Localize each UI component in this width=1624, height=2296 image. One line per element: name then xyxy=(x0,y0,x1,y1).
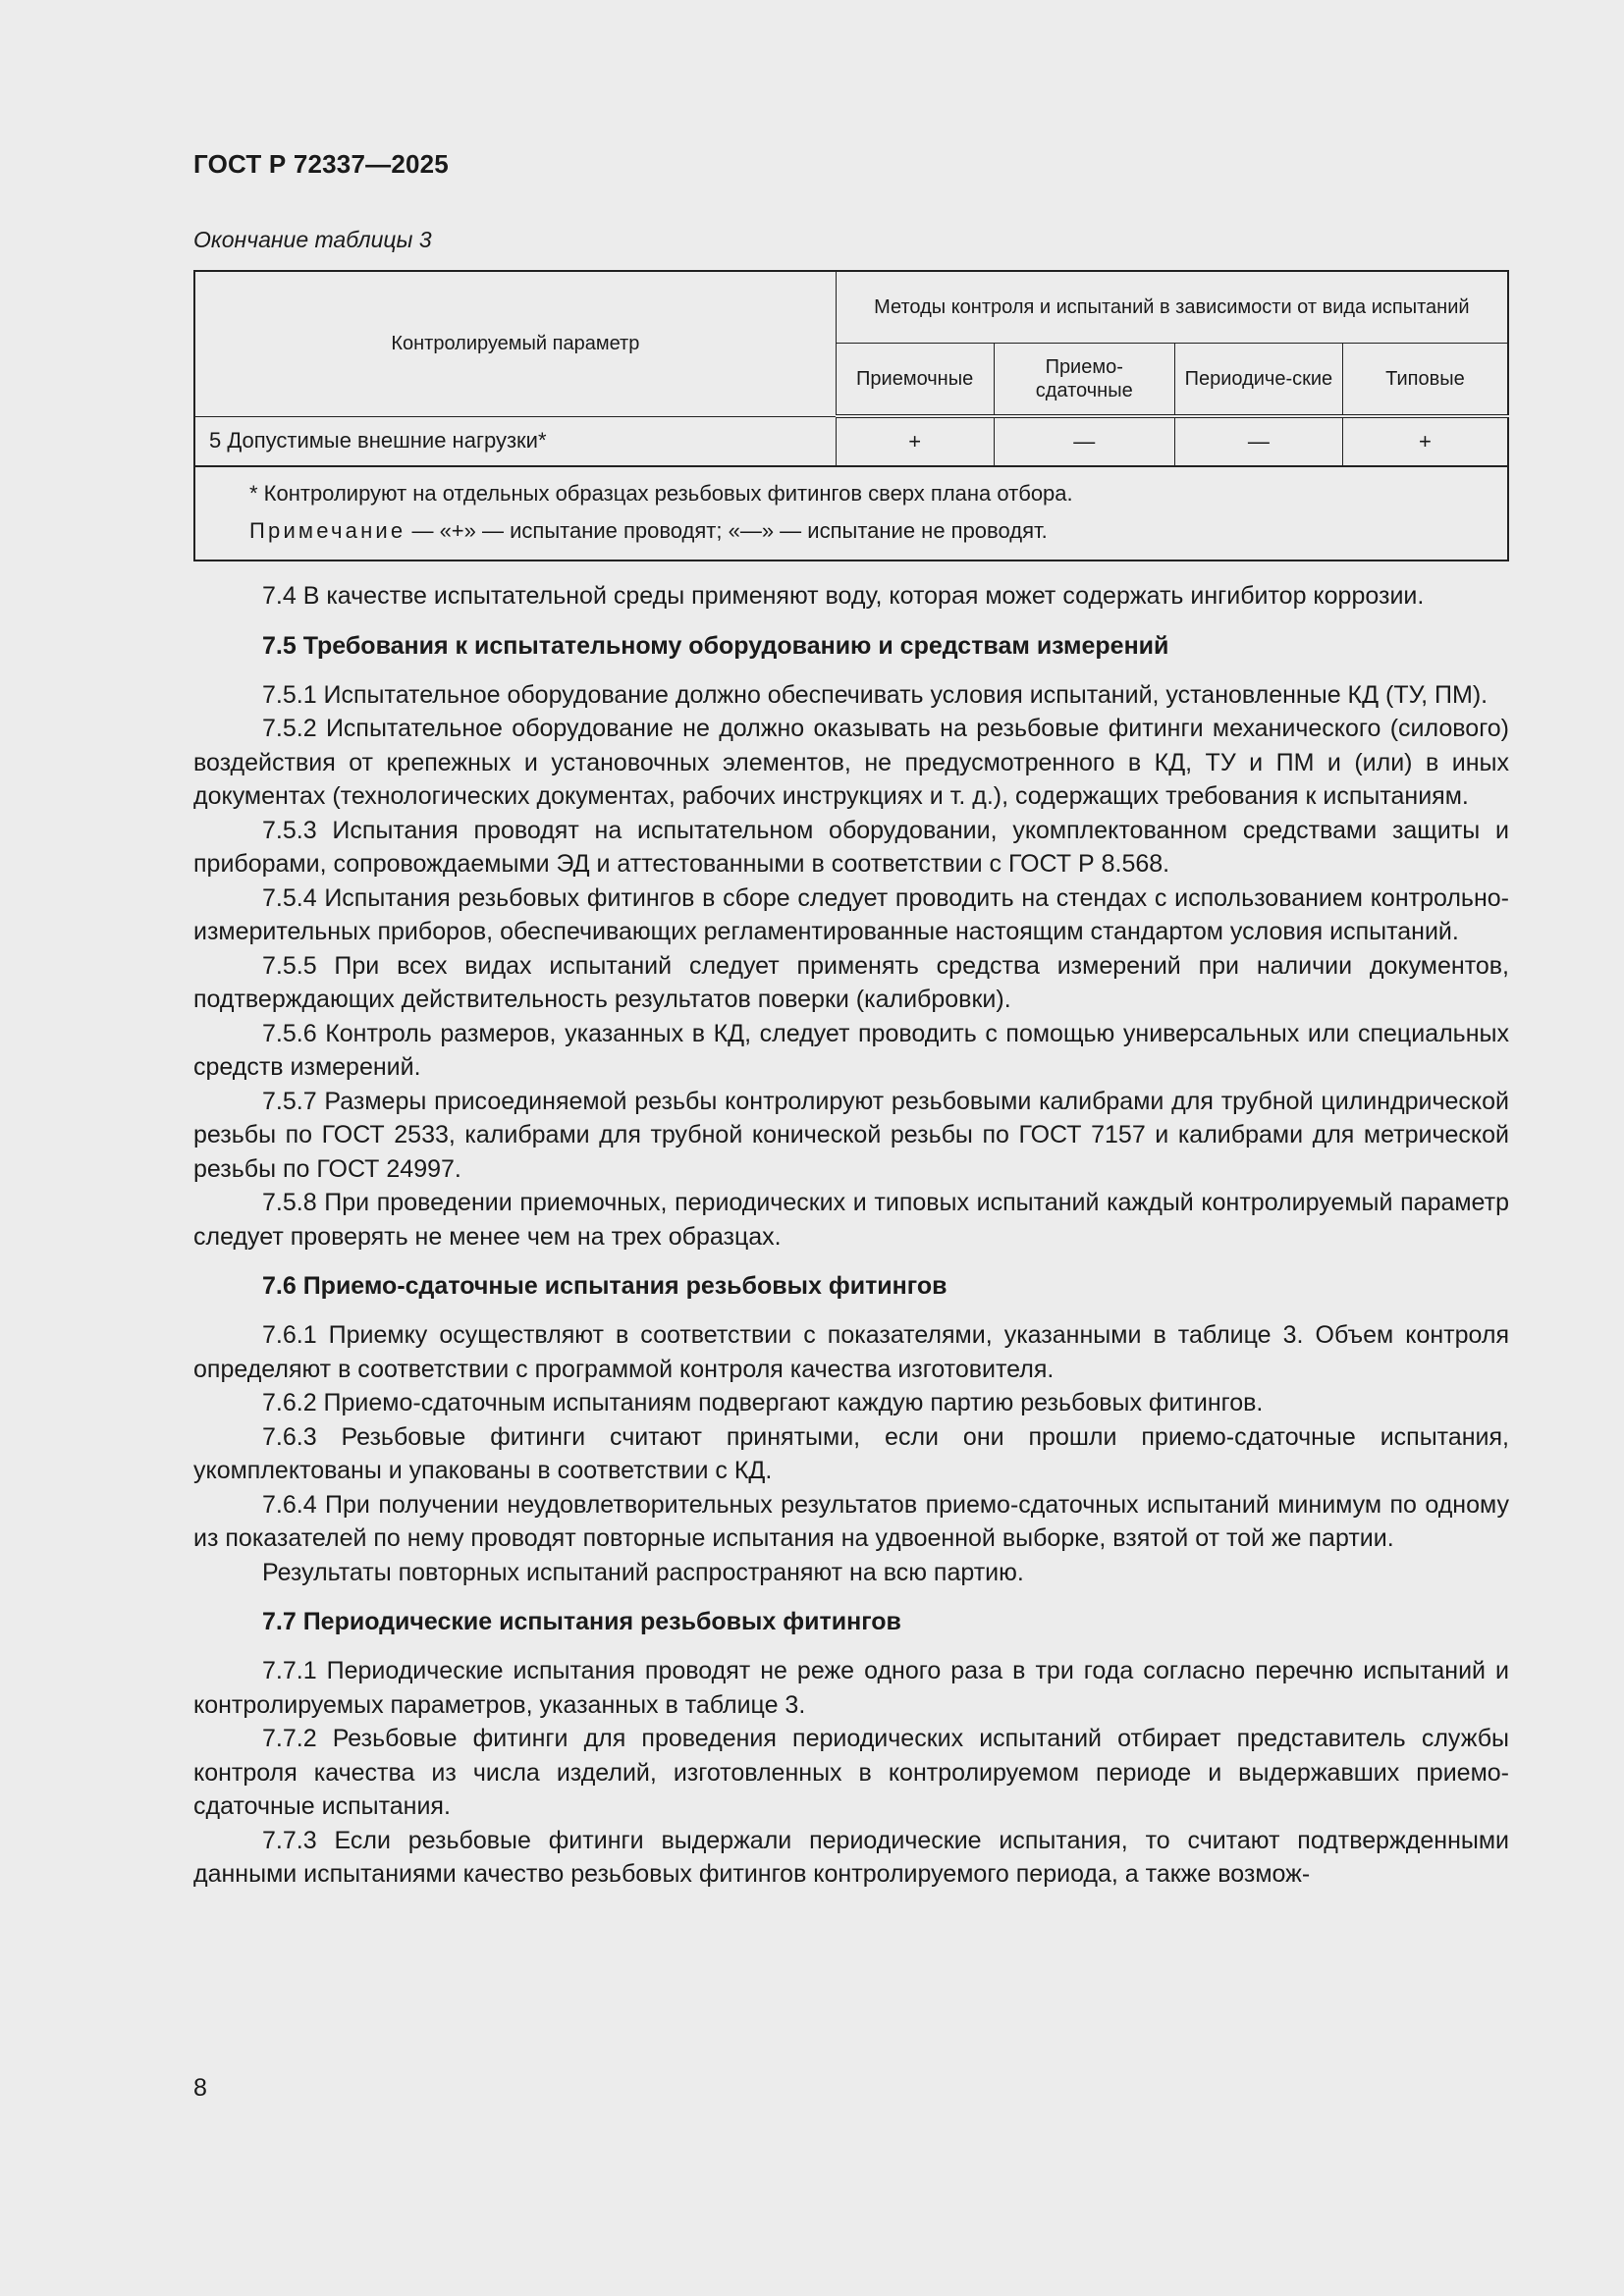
table-notes xyxy=(194,466,1508,561)
paragraph: 7.5.4 Испытания резьбовых фитингов в сборе следует проводить на стендах с использованием контрольно-измерительных приборов, обеспечивающих регламентированные настоящим стандартом условия испытаний. xyxy=(193,883,1509,945)
document-page xyxy=(193,0,1509,2296)
paragraph: 7.5.6 Контроль размеров, указанных в КД, следует проводить с помощью универсальных или специальных средств измерений. xyxy=(193,1019,1509,1081)
paragraph: 7.5.5 При всех видах испытаний следует применять средства измерений при наличии документов, подтверждающих действительность результатов поверки (калибровки). xyxy=(193,951,1509,1013)
paragraph: 7.5.3 Испытания проводят на испытательном оборудовании, укомплектованном средствами защиты и приборами, сопровождаемыми ЭД и аттестованными в соответствии с ГОСТ Р 8.568. xyxy=(193,816,1509,878)
table-row xyxy=(194,416,1508,466)
note-label: Примечание xyxy=(249,518,406,543)
body-text xyxy=(193,579,1509,1892)
paragraph: 7.4 В качестве испытательной среды применяют воду, которая может содержать ингибитор коррозии. xyxy=(262,582,1425,610)
paragraph: 7.5.2 Испытательное оборудование не должно оказывать на резьбовые фитинги механического (силового) воздействия от крепежных и установочных элементов, не предусмотренного в КД, ТУ и ПМ и (или) в иных документах (технологических документах, рабочих инструкциях и т. д.), содержащих требования к испытаниям. xyxy=(193,715,1509,810)
test-type-header: Приемо-сдаточные xyxy=(994,344,1174,417)
test-type-header: Периодиче-ские xyxy=(1174,344,1342,417)
row-value: — xyxy=(994,416,1174,466)
table-footnote: * Контролируют на отдельных образцах резьбовых фитингов сверх плана отбора. xyxy=(249,481,1073,506)
methods-table xyxy=(193,270,1509,561)
paragraph: 7.7.2 Резьбовые фитинги для проведения периодических испытаний отбирает представитель службы контроля качества из числа изделий, изготовленных в контролируемом периоде и выдержавших приемо-сдаточные испытания. xyxy=(193,1725,1509,1820)
row-value: + xyxy=(836,416,994,466)
paragraph: 7.5.1 Испытательное оборудование должно обеспечивать условия испытаний, установленные КД (ТУ, ПМ). xyxy=(262,680,1489,709)
row-value: — xyxy=(1174,416,1342,466)
paragraph: 7.6.2 Приемо-сдаточным испытаниям подвергают каждую партию резьбовых фитингов. xyxy=(262,1389,1264,1416)
page-number: 8 xyxy=(193,2074,207,2102)
methods-header: Методы контроля и испытаний в зависимости от вида испытаний xyxy=(836,271,1508,344)
paragraph: 7.6.4 При получении неудовлетворительных результатов приемо-сдаточных испытаний минимум по одному из показателей по нему проводят повторные испытания на удвоенной выборке, взятой от той же партии. xyxy=(193,1490,1509,1552)
paragraph: 7.7.1 Периодические испытания проводят не реже одного раза в три года согласно перечню испытаний и контролируемых параметров, указанных в таблице 3. xyxy=(193,1657,1509,1719)
section-heading: 7.5 Требования к испытательному оборудованию и средствам измерений xyxy=(262,631,1169,660)
section-heading: 7.6 Приемо-сдаточные испытания резьбовых фитингов xyxy=(262,1272,947,1300)
paragraph: Результаты повторных испытаний распространяют на всю партию. xyxy=(262,1558,1024,1586)
table-note xyxy=(249,512,1507,550)
test-type-header: Типовые xyxy=(1342,344,1508,417)
paragraph: 7.7.3 Если резьбовые фитинги выдержали периодические испытания, то считают подтвержденными данными испытаниями качество резьбовых фитингов контролируемого периода, а также возмож- xyxy=(193,1826,1509,1888)
row-value: + xyxy=(1342,416,1508,466)
note-text: — «+» — испытание проводят; «—» — испытание не проводят. xyxy=(406,518,1048,543)
test-type-header: Приемочные xyxy=(836,344,994,417)
section-heading: 7.7 Периодические испытания резьбовых фитингов xyxy=(262,1608,901,1635)
param-column-header: Контролируемый параметр xyxy=(194,271,836,416)
document-title: ГОСТ Р 72337—2025 xyxy=(193,149,449,179)
paragraph: 7.6.3 Резьбовые фитинги считают принятыми, если они прошли приемо-сдаточные испытания, укомплектованы и упакованы в соответствии с КД. xyxy=(193,1422,1509,1484)
row-param: 5 Допустимые внешние нагрузки* xyxy=(194,416,836,466)
paragraph: 7.5.8 При проведении приемочных, периодических и типовых испытаний каждый контролируемый параметр следует проверять не менее чем на трех образцах. xyxy=(193,1189,1509,1251)
paragraph: 7.6.1 Приемку осуществляют в соответствии с показателями, указанными в таблице 3. Объем контроля определяют в соответствии с программой контроля качества изготовителя. xyxy=(193,1321,1509,1383)
paragraph: 7.5.7 Размеры присоединяемой резьбы контролируют резьбовыми калибрами для трубной цилиндрической резьбы по ГОСТ 2533, калибрами для трубной конической резьбы по ГОСТ 7157 и калибрами для метрической резьбы по ГОСТ 24997. xyxy=(193,1087,1509,1183)
table-caption: Окончание таблицы 3 xyxy=(193,227,432,252)
